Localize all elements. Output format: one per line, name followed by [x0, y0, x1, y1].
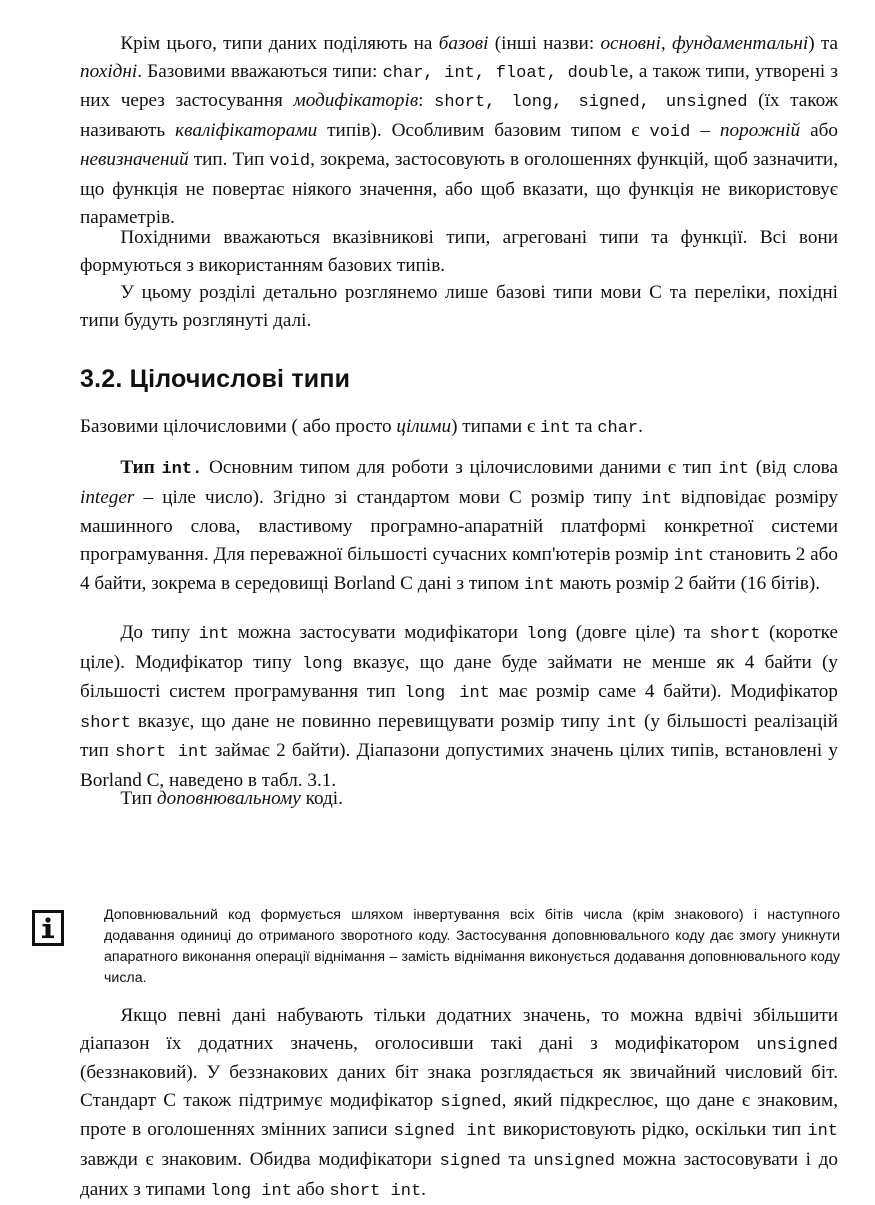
- run-in-heading: Тип int.: [120, 457, 203, 479]
- info-book-icon: [32, 910, 64, 946]
- info-note: Доповнювальний код формується шляхом інвертування всіх бітів числа (крім знакового) і наступного додавання одиниці до отриманого зворотного коду. Застосування доповнювального коду дає змогу уникнути апаратного виконання операції віднімання – замість віднімання виконується додавання доповнювального коду числа.: [104, 907, 840, 986]
- paragraph-type-int: Тип int. Основним типом для роботи з цілочисловими даними є тип int (від слова integer – ціле число). Згідно зі стандартом мови C розмір типу int відповідає розміру машинного слова, властивому програмно-апаратній платформі конкретної системи програмування. Для переважної більшості сучасних комп'ютерів розмір int становить 2 або 4 байти, зокрема в середовищі Borland C дані з типом int мають розмір 2 байти (16 бітів).: [80, 457, 839, 596]
- paragraph-integer-types: Базовими цілочисловими ( або просто цілими) типами є int та char.: [80, 416, 643, 438]
- paragraph-signed-types: Тип доповнювальному коді.: [120, 788, 343, 809]
- paragraph-modifiers: До типу int можна застосувати модифікатори long (довге ціле) та short (коротке ціле). Модифікатор типу long вказує, що дане буде займати не менше як 4 байти (у більшості систем програмування тип long int має розмір саме 4 байти). Модифікатор short вказує, що дане не повинно перевищувати розмір типу int (у більшості реалізацій тип short int займає 2 байти). Діапазони допустимих значень цілих типів, встановлені у Borland C, наведено в табл. 3.1.: [80, 622, 839, 791]
- paragraph-derived-types: Похідними вважаються вказівникові типи, агреговані типи та функції. Всі вони формуються з використанням базових типів.: [80, 227, 838, 276]
- info-glyph: [35, 913, 61, 943]
- paragraph-section-scope: У цьому розділі детально розглянемо лише базові типи мови C та переліки, похідні типи будуть розглянуті далі.: [80, 282, 838, 331]
- paragraph-base-types: Крім цього, типи даних поділяють на базові (інші назви: основні, фундаментальні) та похідні. Базовими вважаються типи: char, int, float, double, а також типи, утворені з них через застосування модифікаторів: short, long, signed, unsigned (їх також називають кваліфікаторами типів). Особливим базовим типом є void – порожній або невизначений тип. Тип void, зокрема, застосовують в оголошеннях функцій, щоб зазначити, що функція не повертає ніякого значення, або щоб вказати, що функція не використовує параметрів.: [80, 33, 839, 228]
- section-heading: 3.2. Цілочислові типи: [80, 365, 351, 393]
- paragraph-unsigned: Якщо певні дані набувають тільки додатних значень, то можна вдвічі збільшити діапазон їх додатних значень, оголосивши такі дані з модифікатором unsigned (беззнаковий). У беззнакових даних біт знака розглядається як звичайний числовий біт. Стандарт C також підтримує модифікатор signed, який підкреслює, що дане є знаковим, проте в оголошеннях змінних записи signed int використовують рідко, оскільки тип int завжди є знаковим. Обидва модифікатори signed та unsigned можна застосовувати і до даних з типами long int або short int.: [80, 1005, 838, 1201]
